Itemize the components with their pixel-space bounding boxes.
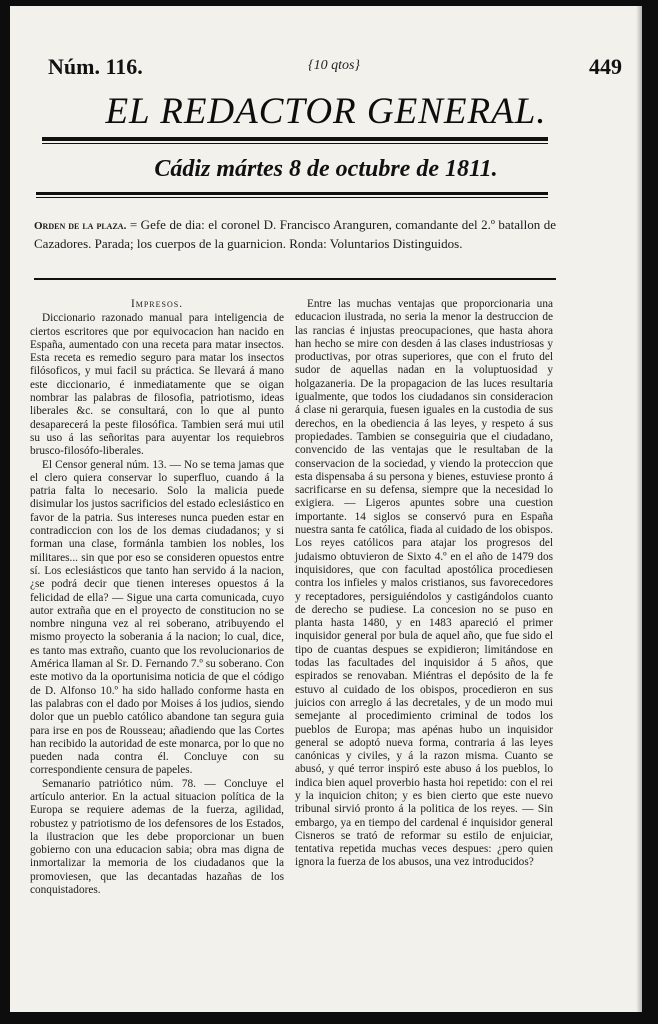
masthead-title: EL REDACTOR GENERAL. <box>105 91 547 132</box>
right-column <box>295 298 553 870</box>
rule-under-date-thin <box>36 197 548 198</box>
orden-text: = Gefe de dia: el coronel D. Francisco Aranguren, comandante del 2.º batallon de Cazadores. Parada; los cuerpos de la guarnicion. Ronda: Voluntarios Distinguidos. <box>34 217 557 251</box>
orden-label: Orden de la plaza. <box>34 220 127 232</box>
paragraph-censor-general: El Censor general núm. 13. — No se tema jamas que el clero quiera conservar lo superfluo, cuando á la patria falta lo necesario. Solo la malicia puede disimular los justos sacrificios del estado eclesiástico en favor de la patria. Sus intereses nunca pueden estar en contradiccion con los de los demas ciudadanos; y si forman una clase, formánla tambien los nobles, los militares... sin que por eso se consideren opuestos entre sí. Los eclesiásticos que tanto han servido á la nacion, ¿se podrá decir que tienen intereses opuestos á la felicidad de ella? — Sigue una carta comunicada, cuyo autor extraña que en el proyecto de constitucion no se nombre ninguna vez al rei soberano, atribuyendo el mismo proyecto la soberania á la nacion; lo cual, dice, es tanto mas extraño, cuanto que los revolucionarios de América llaman al Sr. D. Fernando 7.º su soberano. Con este motivo da la oportunisima noticia de que el código de D. Alfonso 10.º ha sido hallado conforme hasta en las palabras con el dado por Moises á los judios, siendo dolor que un pueblo católico abandone tan segura guia para irse en pos de Rousseau; añadiendo que las Cortes han recibido la autoridad de este monarca, por lo que no pueden nada contra él. Concluye con su correspondiente censura de papeles. <box>30 458 284 777</box>
rule-under-masthead-thin <box>42 143 548 144</box>
newspaper-page <box>10 6 642 1012</box>
date-line: Cádiz mártes 8 de octubre de 1811. <box>154 156 498 182</box>
page-number: 449 <box>589 54 622 79</box>
paragraph-semanario-patriotico: Semanario patriótico núm. 78. — Concluye el artículo anterior. En la actual situacion política de la Europa se requiere ademas de la fuerza, agilidad, robustez y patriotismo de los defensores de los Estados, la ilustracion que les debe proporcionar un buen gobierno con una educacion sabia; obra mas digna de inmortalizar la memoria de los ciudadanos que la promoviesen, que las decantadas hazañas de los conquistadores. <box>30 777 284 897</box>
rule-under-orden <box>34 278 556 280</box>
impresos-heading: Impresos. <box>130 298 184 310</box>
header-row <box>36 54 624 82</box>
paragraph-educacion-inquisicion: Entre las muchas ventajas que proporcionaria una educacion ilustrada, no seria la menor la destruccion de las rancias é injustas preocupaciones, que hasta ahora han hecho se mire con desden á las clases industriosas y productivas, por otras superiores, que con el fruto del sudor de aquellas nadan en la voluptuosidad y holgazaneria. De la propagacion de las luces resultaria igualmente, que todos los ciudadanos sin consideracion á clase ni gerarquia, fuesen iguales en la custodia de sus derechos, en la obediencia á las leyes, y respeto á sus propiedades. Tambien se conseguiria que el ciudadano, convencido de las ventajas que le resultaban de la conservacion de la sociedad, y viendo la proteccion que esta dispensaba á su persona y bienes, estuviese pronto á sacrificarse en su defensa, siempre que la necesidad lo exigiera. — Ligeros apuntes sobre una cuestion importante. 14 siglos se conservó pura en España nuestra santa fe católica, fiada al cuidado de los obispos. Los reyes católicos para atajar los progresos del judaismo obtuvieron de Sixto 4.º en el año de 1479 dos inquisidores, que con facultad apostólica procediesen contra los infieles y malos cristianos, sus favorecedores y receptadores, persiguiéndolos y castigándolos cuanto de derecho se pudiese. La concesion no se puso en planta hasta 1480, y en 1483 apareció el primer inquisidor general por bula de aquel año, que fue sido el tipo de cuantas despues se expidieron; limitándose en todas las facultades del inquisidor á 5 años, que espirados se renovaban. Miéntras el depósito de la fe estuvo al cuidado de los obispos, procedieron en sus juicios con arreglo á las decretales, y de un modo mui semejante al procedimiento criminal de todos los pueblos de Europa; mas apénas hubo un inquisidor general se adoptó nueva forma, contraria á las leyes canónicas y civiles, y á la razon misma. Cuanto se abusó, y qué terror inspiró este abuso á los pueblos, lo indica bien aquel proverbio hasta hoi repetido: con el rei y la inquicion chiton; y es bien cierto que este nuevo tribunal sirvió pronto á la politica de los reyes. — Sin embargo, ya en tiempo del cardenal é inquisidor general Cisneros se trató de reformar su estilo de enjuiciar, tentativa repetida muchas veces despues: ¿pero quien ignora la fuerza de los abusos, una vez introducidos? <box>295 298 553 869</box>
left-column <box>30 298 284 897</box>
handwritten-note: {10 qtos} <box>308 58 361 73</box>
paragraph-diccionario: Diccionario razonado manual para inteligencia de ciertos escritores que por equivocacion han nacido en España, aumentado con una receta para matar insectos. Esta receta es remedio seguro para matar los insectos filósoficos, y mui facil su práctica. Se llevará á mano este diccionario, é inmediatamente que se oigan nombrar las palabras de filosofia, patriotismo, ideas liberales &c. se consultará, con lo que al punto desaparecerá la peste filosófica. Tambien será mui util su uso á las señoritas para auyentar los requiebros brusco-filosófo-liberales. <box>30 312 284 458</box>
page-edge-shadow <box>636 6 642 1012</box>
rule-under-date <box>36 192 548 195</box>
orden-de-la-plaza <box>34 216 556 253</box>
rule-under-masthead <box>42 137 548 141</box>
issue-number: Núm. 116. <box>48 54 143 79</box>
